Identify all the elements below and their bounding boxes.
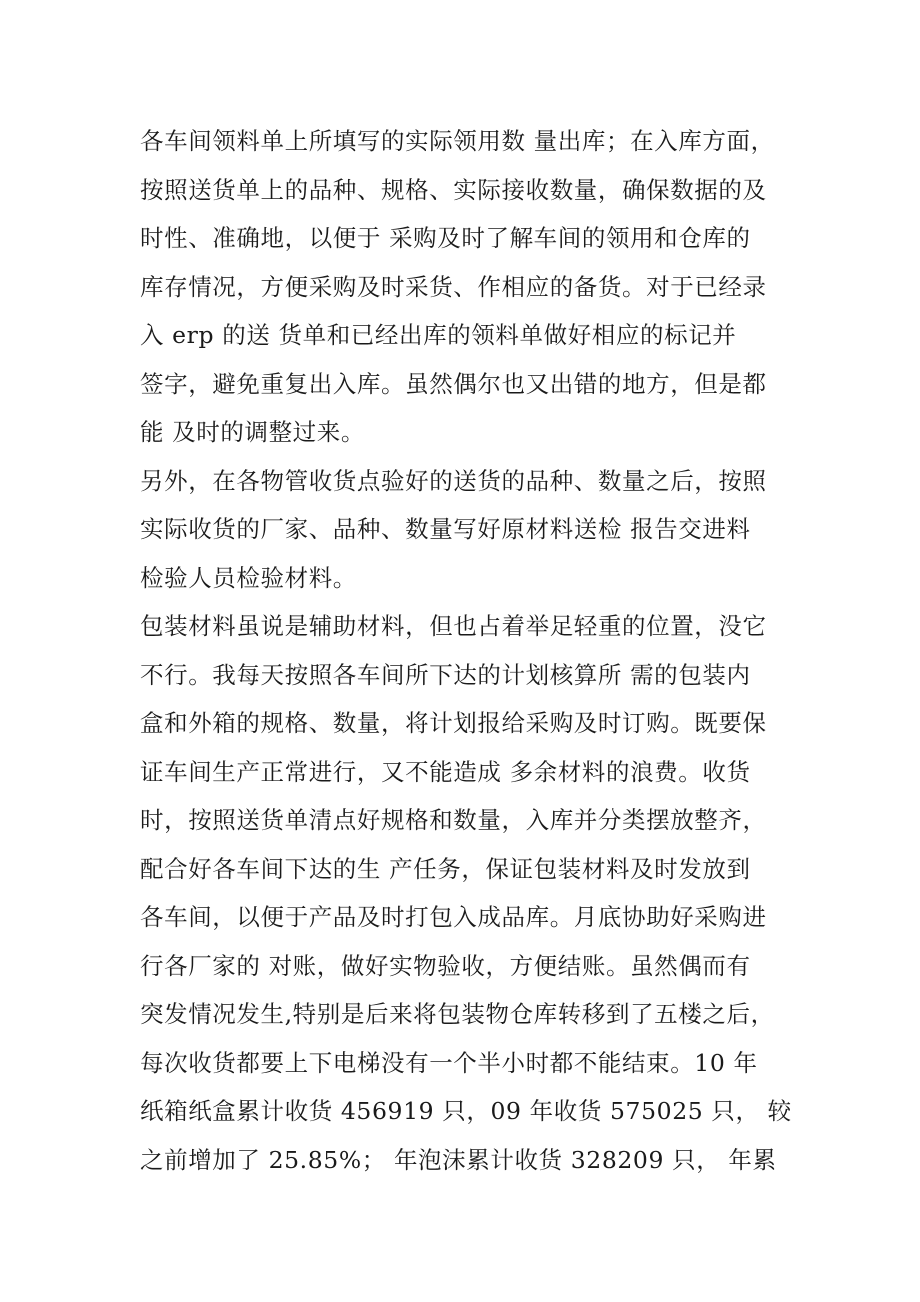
text-line-1: 各车间领料单上所填写的实际领用数 量出库；在入库方面， [140, 127, 775, 155]
text-line-11: 包装材料虽说是辅助材料，但也占着举足轻重的位置，没它 [140, 612, 767, 640]
text-line-9: 实际收货的厂家、品种、数量写好原材料送检 报告交进料 [140, 515, 751, 543]
text-line-8: 另外，在各物管收货点验好的送货的品种、数量之后，按照 [140, 466, 767, 495]
text-line-17: 各车间，以便于产品及时打包入成品库。月底协助好采购进 [140, 903, 767, 931]
text-line-21: 纸箱纸盒累计收货 456919 只，09 年收货 575025 只， 较 [140, 1097, 792, 1125]
text-line-7: 能 及时的调整过来。 [140, 418, 365, 446]
text-line-13: 盒和外箱的规格、数量，将计划报给采购及时订购。既要保 [140, 709, 767, 737]
text-line-18: 行各厂家的 对账，做好实物验收，方便结账。虽然偶而有 [140, 951, 751, 980]
text-line-12: 不行。我每天按照各车间所下达的计划核算所 需的包装内 [140, 660, 751, 689]
text-line-16: 配合好各车间下达的生 产任务，保证包装材料及时发放到 [140, 854, 751, 883]
text-line-22: 之前增加了 25.85%； 年泡沫累计收货 328209 只， 年累 [140, 1145, 777, 1174]
text-line-15: 时，按照送货单清点好规格和数量，入库并分类摆放整齐， [140, 806, 767, 834]
text-line-20: 每次收货都要上下电梯没有一个半小时都不能结束。10 年 [140, 1048, 758, 1077]
text-line-2: 按照送货单上的品种、规格、实际接收数量，确保数据的及 [140, 175, 767, 204]
text-line-14: 证车间生产正常进行，又不能造成 多余材料的浪费。收货 [140, 757, 751, 786]
document-body [140, 117, 820, 1184]
text-line-6: 签字，避免重复出入库。虽然偶尔也又出错的地方，但是都 [140, 369, 767, 398]
text-line-4: 库存情况，方便采购及时采货、作相应的备货。对于已经录 [140, 272, 767, 301]
text-line-3: 时性、准确地，以便于 采购及时了解车间的领用和仓库的 [140, 224, 751, 252]
text-line-10: 检验人员检验材料。 [140, 563, 357, 592]
text-line-5: 入 erp 的送 货单和已经出库的领料单做好相应的标记并 [140, 321, 737, 349]
text-line-19: 突发情况发生,特别是后来将包装物仓库转移到了五楼之后， [140, 1000, 775, 1028]
